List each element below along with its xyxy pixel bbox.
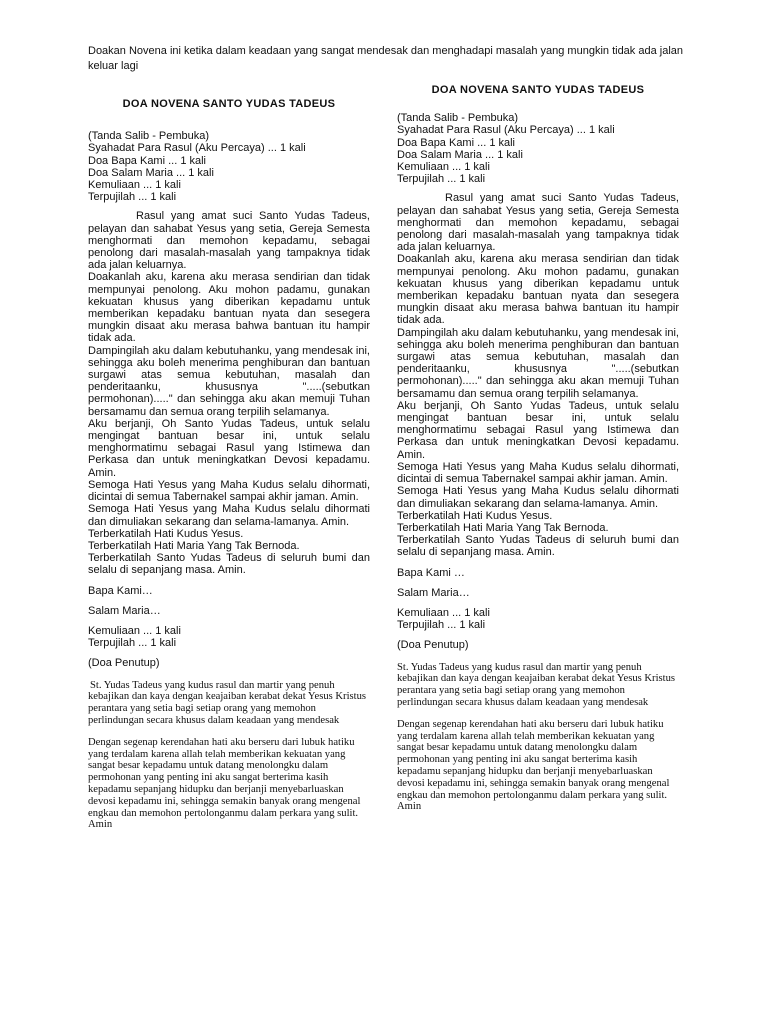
paragraph: St. Yudas Tadeus yang kudus rasul dan martir yang penuh kebajikan dan kaya dengan keajaiban kerabat dekat Yesus Kristus perantara yang setia bagi setiap orang yang memohon perlindungan secara khusus dalam keadaan yang mendesak [88, 679, 366, 726]
salam-maria: Salam Maria… [88, 604, 161, 617]
left-title: DOA NOVENA SANTO YUDAS TADEUS [122, 98, 336, 110]
paragraph: Terberkatilah Hati Kudus Yesus. [397, 509, 553, 522]
list-item: Doa Bapa Kami ... 1 kali [397, 136, 516, 149]
list-item: Doa Salam Maria ... 1 kali [397, 148, 523, 161]
left-prayer-list [88, 130, 370, 203]
salam-maria: Salam Maria… [397, 586, 470, 599]
list-item: (Tanda Salib - Pembuka) [397, 112, 519, 125]
left-body [88, 210, 370, 669]
list-item: Terpujilah ... 1 kali [88, 191, 177, 204]
paragraph: Aku berjanji, Oh Santo Yudas Tadeus, untuk selalu mengingat bantuan besar ini, untuk selalu menghormatimu sebagai Rasul yang Istimewa dan Perkasa dan untuk meningkatkan Devosi kepadamu. Amin. [88, 417, 370, 479]
paragraph: Terberkatilah Hati Maria Yang Tak Bernoda. [88, 539, 300, 552]
paragraph: Dampingilah aku dalam kebutuhanku, yang mendesak ini, sehingga aku boleh menerima penghiburan dan bantuan surgawi atas semua kebutuhan, masalah dan penderitaanku, khususnya ".....(sebutkan permohonan)....." dan sehingga aku akan memuji Tuhan bersamamu dan semua orang terpilih selamanya. [88, 344, 370, 418]
paragraph: Semoga Hati Yesus yang Maha Kudus selalu dihormati dan dimuliakan sekarang dan selama-lamanya. Amin. [397, 485, 679, 510]
kemuliaan: Kemuliaan ... 1 kali [88, 624, 181, 637]
paragraph: Terberkatilah Hati Kudus Yesus. [88, 527, 244, 540]
right-prayer-list [397, 112, 679, 185]
left-column [88, 98, 370, 841]
terpujilah: Terpujilah ... 1 kali [397, 619, 486, 632]
paragraph: Semoga Hati Yesus yang Maha Kudus selalu dihormati dan dimuliakan sekarang dan selama-lamanya. Amin. [88, 503, 370, 528]
terpujilah: Terpujilah ... 1 kali [88, 637, 177, 650]
paragraph: Rasul yang amat suci Santo Yudas Tadeus, pelayan dan sahabat Yesus yang setia, Gereja Semesta menghormati dan memohon kepadamu, sebagai penolong dari masalah-masalah yang tampaknya tidak ada jalan keluarnya. [397, 192, 679, 254]
paragraph: Terberkatilah Santo Yudas Tadeus di seluruh bumi dan selalu di sepanjang masa. Amin. [397, 534, 679, 559]
right-column [397, 84, 679, 823]
right-closing-prayer [397, 662, 679, 814]
doa-penutup-label: (Doa Penutup) [88, 657, 160, 670]
paragraph: Terberkatilah Santo Yudas Tadeus di seluruh bumi dan selalu di sepanjang masa. Amin. [88, 552, 370, 577]
paragraph: Doakanlah aku, karena aku merasa sendirian dan tidak mempunyai penolong. Aku mohon padamu, gunakan kekuatan khusus yang diberikan kepadamu untuk memberikan kepadaku bantuan nyata dan sesegera mungkin disaat aku merasa bahwa bantuan itu hampir tidak ada. [397, 253, 679, 327]
paragraph: Dengan segenap kerendahan hati aku berseru dari lubuk hatiku yang terdalam karena allah telah memberikan kekuatan yang sangat besar kepadamu untuk datang menolongku dalam permohonan yang penting ini aku sangat berterima kasih kepadamu sepanjang hidupku dan berjanji menyebarluaskan devosi kepadamu ini, sehingga semakin banyak orang mengenal engkau dan memohon pertolonganmu dalam perkara yang sulit. Amin [397, 718, 670, 813]
paragraph: Rasul yang amat suci Santo Yudas Tadeus, pelayan dan sahabat Yesus yang setia, Gereja Semesta menghormati dan memohon kepadamu, sebagai penolong dari masalah-masalah yang tampaknya tidak ada jalan keluarnya. [88, 210, 370, 272]
bapa-kami: Bapa Kami … [397, 566, 465, 579]
intro-text: Doakan Novena ini ketika dalam keadaan yang sangat mendesak dan menghadapi masalah yang mungkin tidak ada jalan keluar lagi [88, 45, 684, 72]
kemuliaan: Kemuliaan ... 1 kali [397, 606, 490, 619]
list-item: Kemuliaan ... 1 kali [397, 161, 490, 174]
paragraph: Dampingilah aku dalam kebutuhanku, yang mendesak ini, sehingga aku boleh menerima penghiburan dan bantuan surgawi atas semua kebutuhan, masalah dan penderitaanku, khususnya ".....(sebutkan permohonan)....." dan sehingga aku akan memuji Tuhan bersamamu dan semua orang terpilih selamanya. [397, 326, 679, 400]
list-item: Syahadat Para Rasul (Aku Percaya) ... 1 kali [88, 142, 306, 155]
list-item: Doa Salam Maria ... 1 kali [88, 166, 214, 179]
list-item: Terpujilah ... 1 kali [397, 173, 486, 186]
doa-penutup-label: (Doa Penutup) [397, 639, 469, 652]
right-body [397, 192, 679, 651]
paragraph: Terberkatilah Hati Maria Yang Tak Bernoda. [397, 521, 609, 534]
list-item: (Tanda Salib - Pembuka) [88, 130, 210, 143]
left-closing-prayer [88, 680, 370, 832]
paragraph: Semoga Hati Yesus yang Maha Kudus selalu dihormati, dicintai di semua Tabernakel sampai akhir jaman. Amin. [88, 478, 370, 504]
paragraph: Aku berjanji, Oh Santo Yudas Tadeus, untuk selalu mengingat bantuan besar ini, untuk selalu menghormatimu sebagai Rasul yang Istimewa dan Perkasa dan untuk meningkatkan Devosi kepadamu. Amin. [397, 399, 679, 461]
list-item: Kemuliaan ... 1 kali [88, 179, 181, 192]
bapa-kami: Bapa Kami… [88, 584, 153, 597]
list-item: Doa Bapa Kami ... 1 kali [88, 154, 207, 167]
right-title: DOA NOVENA SANTO YUDAS TADEUS [431, 84, 645, 96]
paragraph: St. Yudas Tadeus yang kudus rasul dan martir yang penuh kebajikan dan kaya dengan keajaiban kerabat dekat Yesus Kristus perantara yang setia bagi setiap orang yang memohon perlindungan secara khusus dalam keadaan yang mendesak [397, 661, 675, 708]
paragraph: Dengan segenap kerendahan hati aku berseru dari lubuk hatiku yang terdalam karena allah telah memberikan kekuatan yang sangat besar kepadamu untuk datang menolongku dalam permohonan yang penting ini aku sangat berterima kasih kepadamu sepanjang hidupku dan berjanji menyebarluaskan devosi kepadamu ini, sehingga semakin banyak orang mengenal engkau dan memohon pertolonganmu dalam perkara yang sulit. Amin [88, 736, 361, 831]
paragraph: Doakanlah aku, karena aku merasa sendirian dan tidak mempunyai penolong. Aku mohon padamu, gunakan kekuatan khusus yang diberikan kepadamu untuk memberikan kepadaku bantuan nyata dan sesegera mungkin disaat aku merasa bahwa bantuan itu hampir tidak ada. [88, 271, 370, 345]
list-item: Syahadat Para Rasul (Aku Percaya) ... 1 kali [397, 124, 615, 137]
paragraph: Semoga Hati Yesus yang Maha Kudus selalu dihormati, dicintai di semua Tabernakel sampai akhir jaman. Amin. [397, 460, 679, 486]
